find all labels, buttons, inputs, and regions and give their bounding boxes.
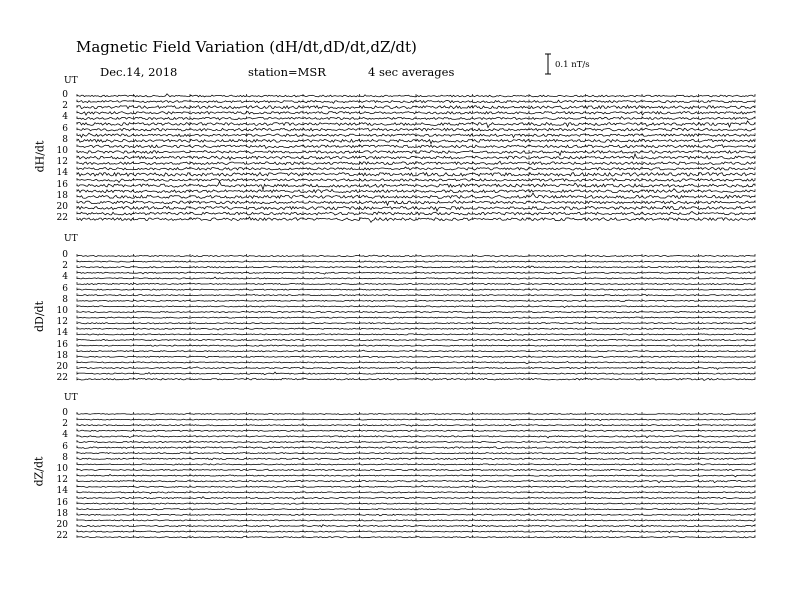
panel1-row-label-6: 6 [62, 123, 68, 134]
station-label: station=MSR [248, 65, 326, 79]
panel3-ylabel: dZ/dt [32, 456, 46, 487]
chart-title: Magnetic Field Variation (dH/dt,dD/dt,dZ/dt) [76, 38, 417, 56]
scale-bar-label: 0.1 nT/s [555, 60, 590, 70]
panel1-row-label-10: 10 [56, 146, 68, 156]
panel2-row-label-0: 0 [62, 250, 68, 260]
panel3-row-label-4: 4 [62, 430, 68, 441]
panel3-row-label-8: 8 [62, 452, 68, 463]
panel2-row-label-22: 22 [56, 373, 68, 384]
panel3-row-label-20: 20 [56, 520, 68, 530]
panel3-row-label-10: 10 [56, 464, 68, 474]
panel3-row-label-22: 22 [56, 531, 68, 542]
panel2-row-label-10: 10 [56, 306, 68, 316]
panel1-row-label-20: 20 [56, 202, 68, 212]
panel2-row-label-8: 8 [62, 294, 68, 305]
panel2-row-label-20: 20 [56, 362, 68, 372]
averaging-label: 4 sec averages [368, 65, 455, 79]
panel3-row-label-16: 16 [56, 497, 68, 508]
panel1-ut-label: UT [64, 76, 78, 86]
panel2-row-label-2: 2 [62, 261, 68, 272]
panel3-row-label-12: 12 [56, 475, 68, 486]
panel1-row-label-2: 2 [62, 101, 68, 112]
panel2-row-label-14: 14 [56, 328, 68, 339]
panel2-row-label-6: 6 [62, 283, 68, 294]
panel2-row-label-4: 4 [62, 272, 68, 283]
panel2-row-label-16: 16 [56, 339, 68, 350]
panel1-row-label-0: 0 [62, 90, 68, 100]
panel1-row-label-4: 4 [62, 112, 68, 123]
panel3-row-label-18: 18 [56, 508, 68, 519]
panel3-row-label-6: 6 [62, 441, 68, 452]
panel1-row-label-18: 18 [56, 190, 68, 201]
panel2-ylabel: dD/dt [33, 300, 47, 333]
panel2-row-label-18: 18 [56, 350, 68, 361]
panel3-ut-label: UT [64, 393, 78, 403]
panel1-row-label-14: 14 [56, 168, 68, 179]
panel1-row-label-8: 8 [62, 134, 68, 145]
panel1-row-label-12: 12 [56, 157, 68, 168]
panel2-row-label-12: 12 [56, 317, 68, 328]
panel3-row-label-14: 14 [56, 486, 68, 497]
date-label: Dec.14, 2018 [100, 65, 178, 79]
panel1-ylabel: dH/dt [33, 140, 47, 173]
panel1-row-label-16: 16 [56, 179, 68, 190]
panel3-row-label-0: 0 [62, 408, 68, 418]
panel2-ut-label: UT [64, 234, 78, 244]
panel3-row-label-2: 2 [62, 419, 68, 430]
panel1-row-label-22: 22 [56, 213, 68, 224]
